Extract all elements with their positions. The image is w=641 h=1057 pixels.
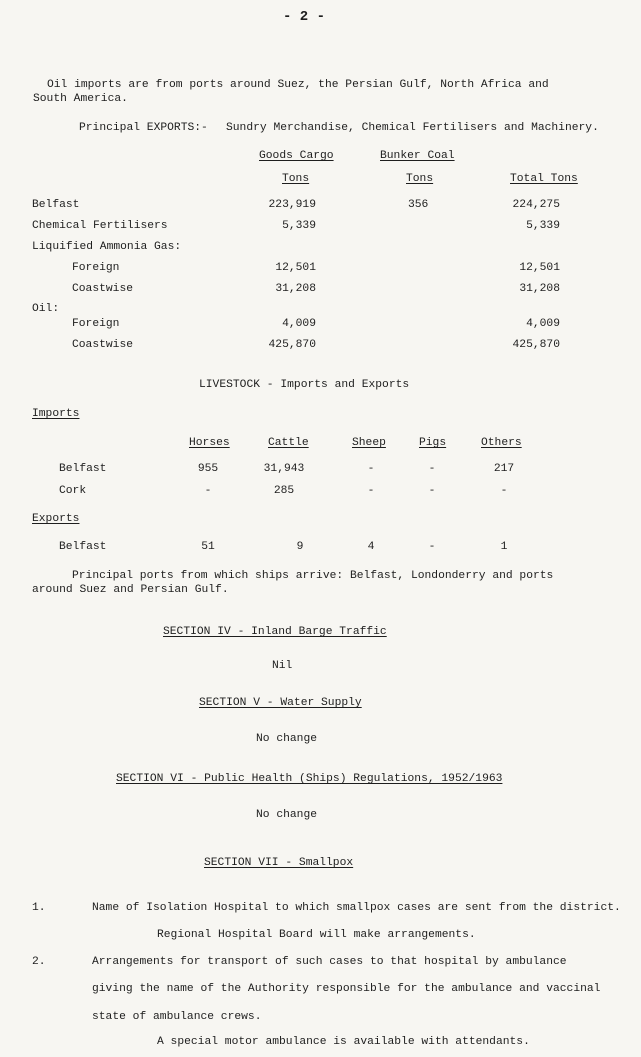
livestock-value: - (500, 485, 508, 497)
livestock-value: - (428, 463, 436, 475)
livestock-value: 1 (500, 541, 508, 553)
item-question-line: Name of Isolation Hospital to which smallpox cases are sent from the district. (92, 902, 621, 914)
section-vi-body: No change (256, 809, 318, 821)
item-question-line: giving the name of the Authority responsible for the ambulance and vaccinal (92, 983, 601, 995)
livestock-value: 955 (197, 463, 219, 475)
row-total: 425,870 (512, 339, 560, 351)
row-bunker: 356 (408, 199, 429, 211)
row-total: 5,339 (526, 220, 560, 232)
arrival-ports-line-2: around Suez and Persian Gulf. (32, 584, 229, 596)
livestock-title: LIVESTOCK - Imports and Exports (199, 379, 410, 391)
header-goods-cargo: Goods Cargo (259, 150, 334, 162)
header-tons-bunker: Tons (406, 173, 434, 185)
row-total: 224,275 (512, 199, 560, 211)
livestock-row-label: Belfast (59, 541, 107, 553)
page-number: - 2 - (283, 9, 326, 25)
oil-imports-line-2: South America. (33, 93, 128, 105)
row-goods: 4,009 (282, 318, 316, 330)
row-total: 4,009 (526, 318, 560, 330)
section-vii-heading: SECTION VII - Smallpox (204, 857, 354, 869)
item-answer: A special motor ambulance is available with attendants. (157, 1036, 530, 1048)
header-bunker-coal: Bunker Coal (380, 150, 455, 162)
row-goods: 223,919 (268, 199, 316, 211)
livestock-col-pigs: Pigs (419, 437, 447, 449)
row-total: 12,501 (519, 262, 560, 274)
livestock-col-others: Others (481, 437, 522, 449)
row-label: Chemical Fertilisers (32, 220, 168, 232)
section-v-body: No change (256, 733, 318, 745)
livestock-value: 51 (201, 541, 215, 553)
exports-items: Sundry Merchandise, Chemical Fertilisers and Machinery. (226, 122, 599, 134)
row-label: Oil: (32, 303, 60, 315)
row-label: Foreign (72, 262, 120, 274)
row-total: 31,208 (519, 283, 560, 295)
livestock-col-sheep: Sheep (352, 437, 386, 449)
row-label: Coastwise (72, 339, 134, 351)
section-iv-body: Nil (272, 660, 293, 672)
livestock-value: - (204, 485, 212, 497)
livestock-exports-heading: Exports (32, 513, 80, 525)
livestock-value: 31,943 (263, 463, 305, 475)
livestock-row-label: Cork (59, 485, 87, 497)
livestock-value: - (367, 463, 375, 475)
livestock-value: - (367, 485, 375, 497)
livestock-value: 285 (273, 485, 295, 497)
livestock-imports-heading: Imports (32, 408, 80, 420)
row-goods: 5,339 (282, 220, 316, 232)
livestock-value: 9 (296, 541, 304, 553)
livestock-value: - (428, 541, 436, 553)
item-number: 1. (32, 902, 46, 914)
row-label: Belfast (32, 199, 80, 211)
item-question-line: Arrangements for transport of such cases to that hospital by ambulance (92, 956, 567, 968)
row-goods: 425,870 (268, 339, 316, 351)
row-label: Foreign (72, 318, 120, 330)
livestock-value: 217 (493, 463, 515, 475)
section-vi-heading: SECTION VI - Public Health (Ships) Regulations, 1952/1963 (116, 773, 503, 785)
item-question-line: state of ambulance crews. (92, 1011, 262, 1023)
livestock-value: 4 (367, 541, 375, 553)
row-goods: 31,208 (275, 283, 316, 295)
arrival-ports-line-1: Principal ports from which ships arrive: Belfast, Londonderry and ports (72, 570, 554, 582)
oil-imports-line-1: Oil imports are from ports around Suez, the Persian Gulf, North Africa and (47, 79, 549, 91)
section-iv-heading: SECTION IV - Inland Barge Traffic (163, 626, 387, 638)
item-answer: Regional Hospital Board will make arrangements. (157, 929, 476, 941)
header-total-tons: Total Tons (510, 173, 578, 185)
item-number: 2. (32, 956, 46, 968)
section-v-heading: SECTION V - Water Supply (199, 697, 362, 709)
row-goods: 12,501 (275, 262, 316, 274)
livestock-row-label: Belfast (59, 463, 107, 475)
livestock-col-horses: Horses (189, 437, 230, 449)
row-label: Liquified Ammonia Gas: (32, 241, 182, 253)
row-label: Coastwise (72, 283, 134, 295)
livestock-col-cattle: Cattle (268, 437, 309, 449)
header-tons-goods: Tons (282, 173, 310, 185)
exports-label: Principal EXPORTS:- (79, 122, 208, 134)
livestock-value: - (428, 485, 436, 497)
